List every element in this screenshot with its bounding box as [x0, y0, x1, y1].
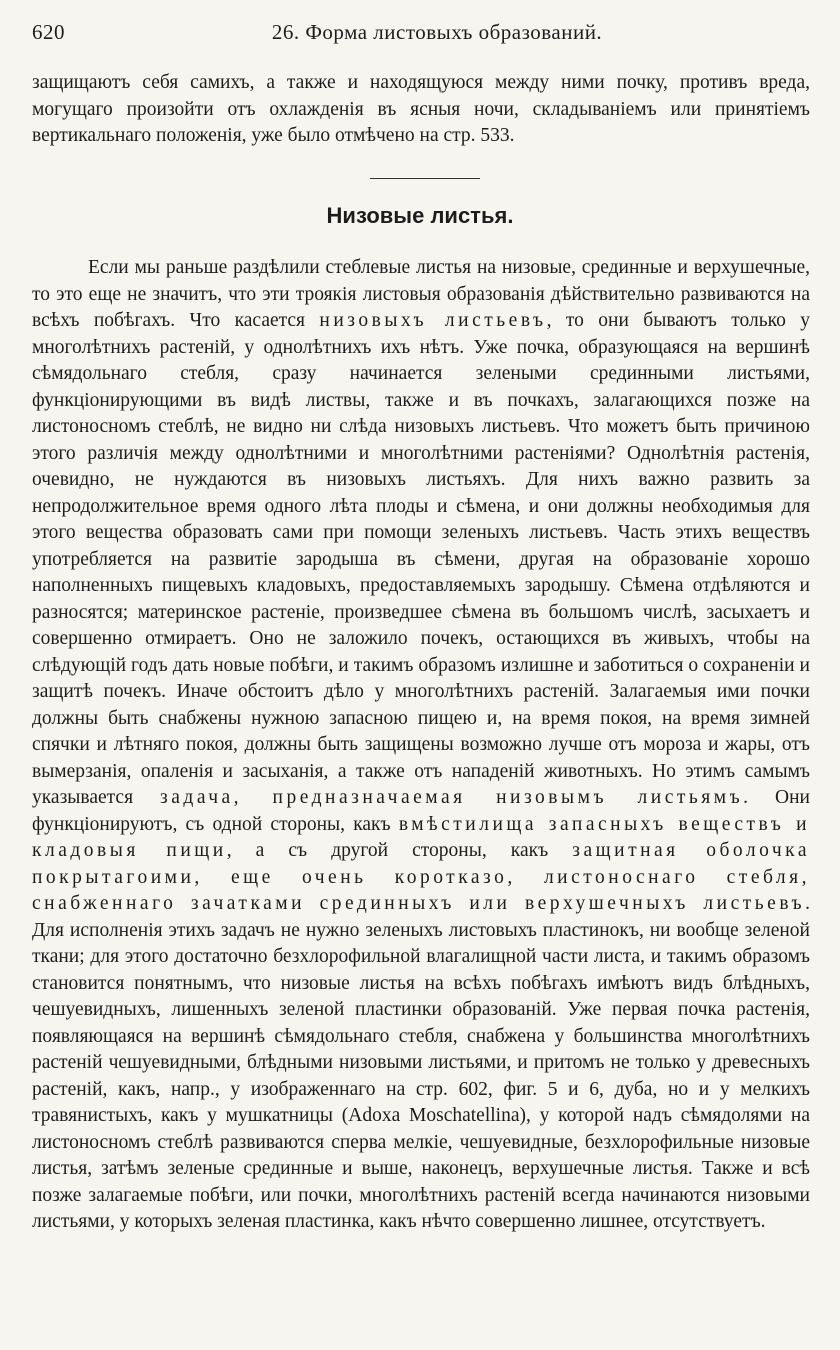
body-paragraph — [32, 255, 810, 1236]
emphasis-spaced: вмѣстилища запасныхъ веществъ и кладовыя пищи — [32, 813, 811, 861]
emphasis-spaced: низовыхъ листьевъ — [319, 310, 547, 331]
emphasis-spaced: защитная оболочка покрытагоими, еще очень коротказо, листоноснаго стебля, снабженнаго зачатками срединныхъ или верхушечныхъ листьевъ — [32, 840, 811, 914]
page-number: 620 — [32, 20, 65, 44]
section-divider — [370, 178, 480, 179]
running-title: 26. Форма листовыхъ образований. — [271, 20, 603, 44]
section-title: Низовые листья. — [326, 203, 514, 228]
body-text-segment: . Они функціонируютъ, съ одной стороны, какъ — [32, 787, 810, 835]
body-text-segment: Если мы раньше раздѣлили стеблевые листья на низовые, срединные и верхушечные, то это еще не значитъ, что эти троякія листовыя образованія дѣйствительно развиваются на всѣхъ побѣгахъ. Что касается — [32, 257, 810, 331]
emphasis-spaced: задача, предназначаемая низовымъ листьямъ — [160, 787, 744, 808]
continuation-paragraph: защищаютъ себя самихъ, а также и находящуюся между ними почку, противъ вреда, могущаго произойти отъ охлажденія въ ясныя ночи, складываніемъ или принятіемъ вертикальнаго положенія, уже было отмѣчено на стр. 533. — [32, 72, 810, 146]
page-header — [32, 20, 802, 54]
body-text-segment: , то они бываютъ только у многолѣтнихъ растеній, у однолѣтнихъ ихъ нѣтъ. Уже почка, образующаяся на вершинѣ сѣмядольнаго стебля, сразу начинается зелеными срединными листьями, функціонирующими въ видѣ листвы, также и въ почкахъ, залагающихся позже на листоносномъ стеблѣ, не видно ни слѣда низовыхъ листьевъ. Что можетъ быть причиною этого различія между однолѣтними и многолѣтними растеніями? Однолѣтнія растенія, очевидно, не нуждаются въ низовыхъ листьяхъ. Для нихъ важно развить за непродолжительное время одного лѣта плоды и сѣмена, и они должны необходимыя для этого вещества образовать сами при помощи зеленыхъ листьевъ. Часть этихъ веществъ употребляется на развитіе зародыша въ сѣмени, другая на образованіе хорошо наполненныхъ пищевыхъ кладовыхъ, предоставляемыхъ зародышу. Сѣмена отдѣляются и разносятся; материнское растеніе, произведшее сѣмена въ большомъ числѣ, засыхаетъ и совершенно отмираетъ. Оно не заложило почекъ, остающихся въ живыхъ, чтобы на слѣдующій годъ дать новые побѣги, и такимъ образомъ излишне и заботиться о сохраненіи и защитѣ почекъ. Иначе обстоитъ дѣло у многолѣтнихъ растеній. Залагаемыя ими почки должны быть снабжены нужною запасною пищею и, на время покоя, на время зимней спячки и лѣтняго покоя, должны быть защищены возможно лучше отъ мороза и жары, отъ вымерзанія, опаленія и засыханія, а также отъ нападеній животныхъ. Но этимъ самымъ указывается — [32, 310, 810, 808]
body-text-segment: . Для исполненія этихъ задачъ не нужно зеленыхъ листовыхъ пластинокъ, ни вообще зеленой ткани; для этого достаточно безхлорофильной влагалищной части листа, и такимъ образомъ становится понятнымъ, что низовые листья на всѣхъ побѣгахъ имѣютъ видъ блѣдныхъ, чешуевидныхъ, лишенныхъ зеленой пластинки образованій. Уже первая почка растенія, появляющаяся на вершинѣ сѣмядольнаго стебля, снабжена у большинства многолѣтнихъ растеній чешуевидными, блѣдными низовыми листьями, и притомъ не только у древесныхъ растеній, какъ, напр., у изображеннаго на стр. 602, фиг. 5 и 6, дуба, но и у мелкихъ травянистыхъ, какъ у мушкатницы (Adoxa Moschatellina), у которой надъ сѣмядолями на листоносномъ стеблѣ развиваются сперва мелкіе, чешуевидные, безхлорофильные низовые листья, затѣмъ зеленые срединные и выше, наконецъ, верхушечные листья. Также и всѣ позже залагаемые побѣги, или почки, многолѣтнихъ растеній всегда начинаются низовыми листьями, у которыхъ зеленая пластинка, какъ нѣчто совершенно лишнее, отсутствуетъ. — [32, 893, 810, 1232]
body-text-segment: , а съ другой стороны, какъ — [226, 840, 549, 861]
body-text — [32, 255, 810, 1236]
